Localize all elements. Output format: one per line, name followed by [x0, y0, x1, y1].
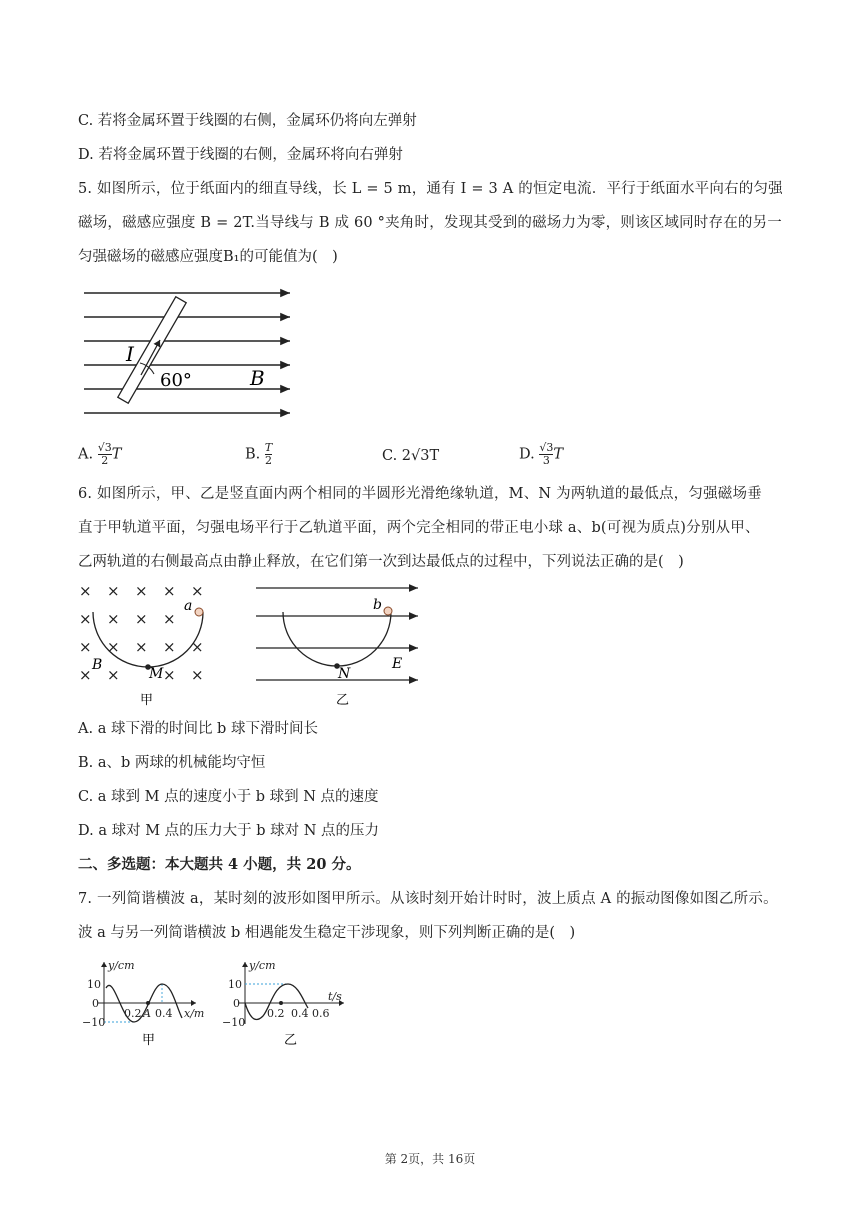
q7-figure-jia	[78, 956, 218, 1052]
section-heading-multiple-choice: 二、多选题：本大题共 4 小题，共 20 分。	[78, 856, 361, 873]
svg-text:×: ×	[163, 666, 176, 684]
q6-option-b: B. a、b 两球的机械能均守恒	[78, 755, 266, 771]
caption-yi: 乙	[284, 1033, 298, 1048]
q6-figure-yi	[254, 580, 426, 708]
svg-text:×: ×	[79, 638, 92, 656]
svg-text:×: ×	[107, 666, 120, 684]
point-dot	[279, 1001, 283, 1005]
tick-10: 10	[228, 978, 242, 991]
svg-text:×: ×	[135, 638, 148, 656]
tick-0: 0	[92, 997, 99, 1010]
q5-stem-line1: 5. 如图所示，位于纸面内的细直导线，长 L = 5 m，通有 I = 3 A 的恒定电流．平行于纸面水平向右的匀强	[78, 181, 783, 197]
svg-text:×: ×	[107, 638, 120, 656]
svg-text:×: ×	[191, 666, 204, 684]
ball-a	[195, 608, 203, 616]
tick-0-4: 0.4	[291, 1007, 309, 1020]
q5-stem-line2: 磁场，磁感应强度 B = 2T.当导线与 B 成 60 °夹角时，发现其受到的磁场力为零，则该区域同时存在的另一	[78, 215, 782, 231]
q7-stem-line2: 波 a 与另一列简谐横波 b 相遇能发生稳定干涉现象，则下列判断正确的是( )	[78, 925, 576, 941]
q6-stem-line1: 6. 如图所示，甲、乙是竖直面内两个相同的半圆形光滑绝缘轨道，M、N 为两轨道的最低点，匀强磁场垂	[78, 486, 762, 502]
q5-figure	[80, 283, 310, 423]
tick-minus-10: −10	[82, 1016, 106, 1029]
field-b-label: B	[92, 657, 103, 673]
svg-text:×: ×	[107, 582, 120, 600]
q4-option-c: C. 若将金属环置于线圈的右侧，金属环仍将向左弹射	[78, 113, 417, 129]
x-axis-label: x/m	[184, 1007, 205, 1020]
q5-stem-line3: 匀强磁场的磁感应强度B₁的可能值为( )	[78, 249, 338, 265]
q6-stem-line3: 乙两轨道的右侧最高点由静止释放，在它们第一次到达最低点的过程中，下列说法正确的是( )	[78, 554, 684, 570]
svg-text:×: ×	[135, 610, 148, 628]
svg-text:×: ×	[79, 582, 92, 600]
svg-text:×: ×	[191, 638, 204, 656]
q4-option-d: D. 若将金属环置于线圈的右侧，金属环将向右弹射	[78, 147, 403, 163]
page-footer: 第 2页，共 16页	[384, 1152, 476, 1166]
q6-option-c: C. a 球到 M 点的速度小于 b 球到 N 点的速度	[78, 789, 379, 805]
point-n-label: N	[338, 666, 351, 682]
q7-figure-yi	[218, 956, 358, 1052]
caption-jia: 甲	[140, 693, 154, 708]
svg-text:×: ×	[163, 638, 176, 656]
t-axis-label: t/s	[328, 990, 342, 1003]
tick-0: 0	[233, 997, 240, 1010]
semicircle-track	[283, 612, 391, 666]
svg-text:×: ×	[107, 610, 120, 628]
field-label: B	[250, 366, 265, 390]
y-axis-label: y/cm	[108, 959, 135, 972]
q6-figure-jia	[74, 580, 214, 708]
ball-a-label: a	[184, 598, 193, 614]
svg-text:×: ×	[79, 610, 92, 628]
point-a	[146, 1001, 150, 1005]
q5-option-b: B. $\frac{T}{2}$	[245, 441, 273, 467]
caption-yi: 乙	[336, 693, 350, 708]
tick-10: 10	[87, 978, 101, 991]
q5-option-d: D. $\frac{√3}{3}$ T	[519, 441, 564, 467]
caption-jia: 甲	[142, 1033, 156, 1048]
tick-minus-10: −10	[222, 1016, 246, 1029]
point-a-label: A	[143, 1007, 151, 1020]
svg-text:×: ×	[163, 582, 176, 600]
svg-text:×: ×	[79, 666, 92, 684]
tick-0-6: 0.6	[312, 1007, 330, 1020]
angle-label: 60°	[160, 370, 192, 391]
q6-option-a: A. a 球下滑的时间比 b 球下滑时间长	[78, 721, 318, 737]
field-e-label: E	[392, 656, 403, 672]
ball-b	[384, 607, 392, 615]
q5-option-c: C. 2√3T	[382, 448, 440, 464]
q7-stem-line1: 7. 一列简谐横波 a，某时刻的波形如图甲所示。从该时刻开始计时时，波上质点 A 的振动图像如图乙所示。	[78, 891, 778, 907]
svg-text:×: ×	[163, 610, 176, 628]
svg-text:×: ×	[191, 582, 204, 600]
y-axis-label: y/cm	[249, 959, 276, 972]
q6-stem-line2: 直于甲轨道平面，匀强电场平行于乙轨道平面，两个完全相同的带正电小球 a、b(可视为质点)分别从甲、	[78, 520, 760, 536]
tick-0-2: 0.2	[267, 1007, 285, 1020]
tick-0-4: 0.4	[155, 1007, 173, 1020]
current-label: I	[126, 342, 134, 366]
ball-b-label: b	[373, 597, 382, 613]
point-m-label: M	[149, 666, 164, 682]
q6-option-d: D. a 球对 M 点的压力大于 b 球对 N 点的压力	[78, 823, 380, 839]
svg-text:×: ×	[135, 582, 148, 600]
q5-option-a: A. $\frac{√3}{2}$ T	[78, 441, 122, 467]
tick-0-2: 0.2	[124, 1007, 142, 1020]
